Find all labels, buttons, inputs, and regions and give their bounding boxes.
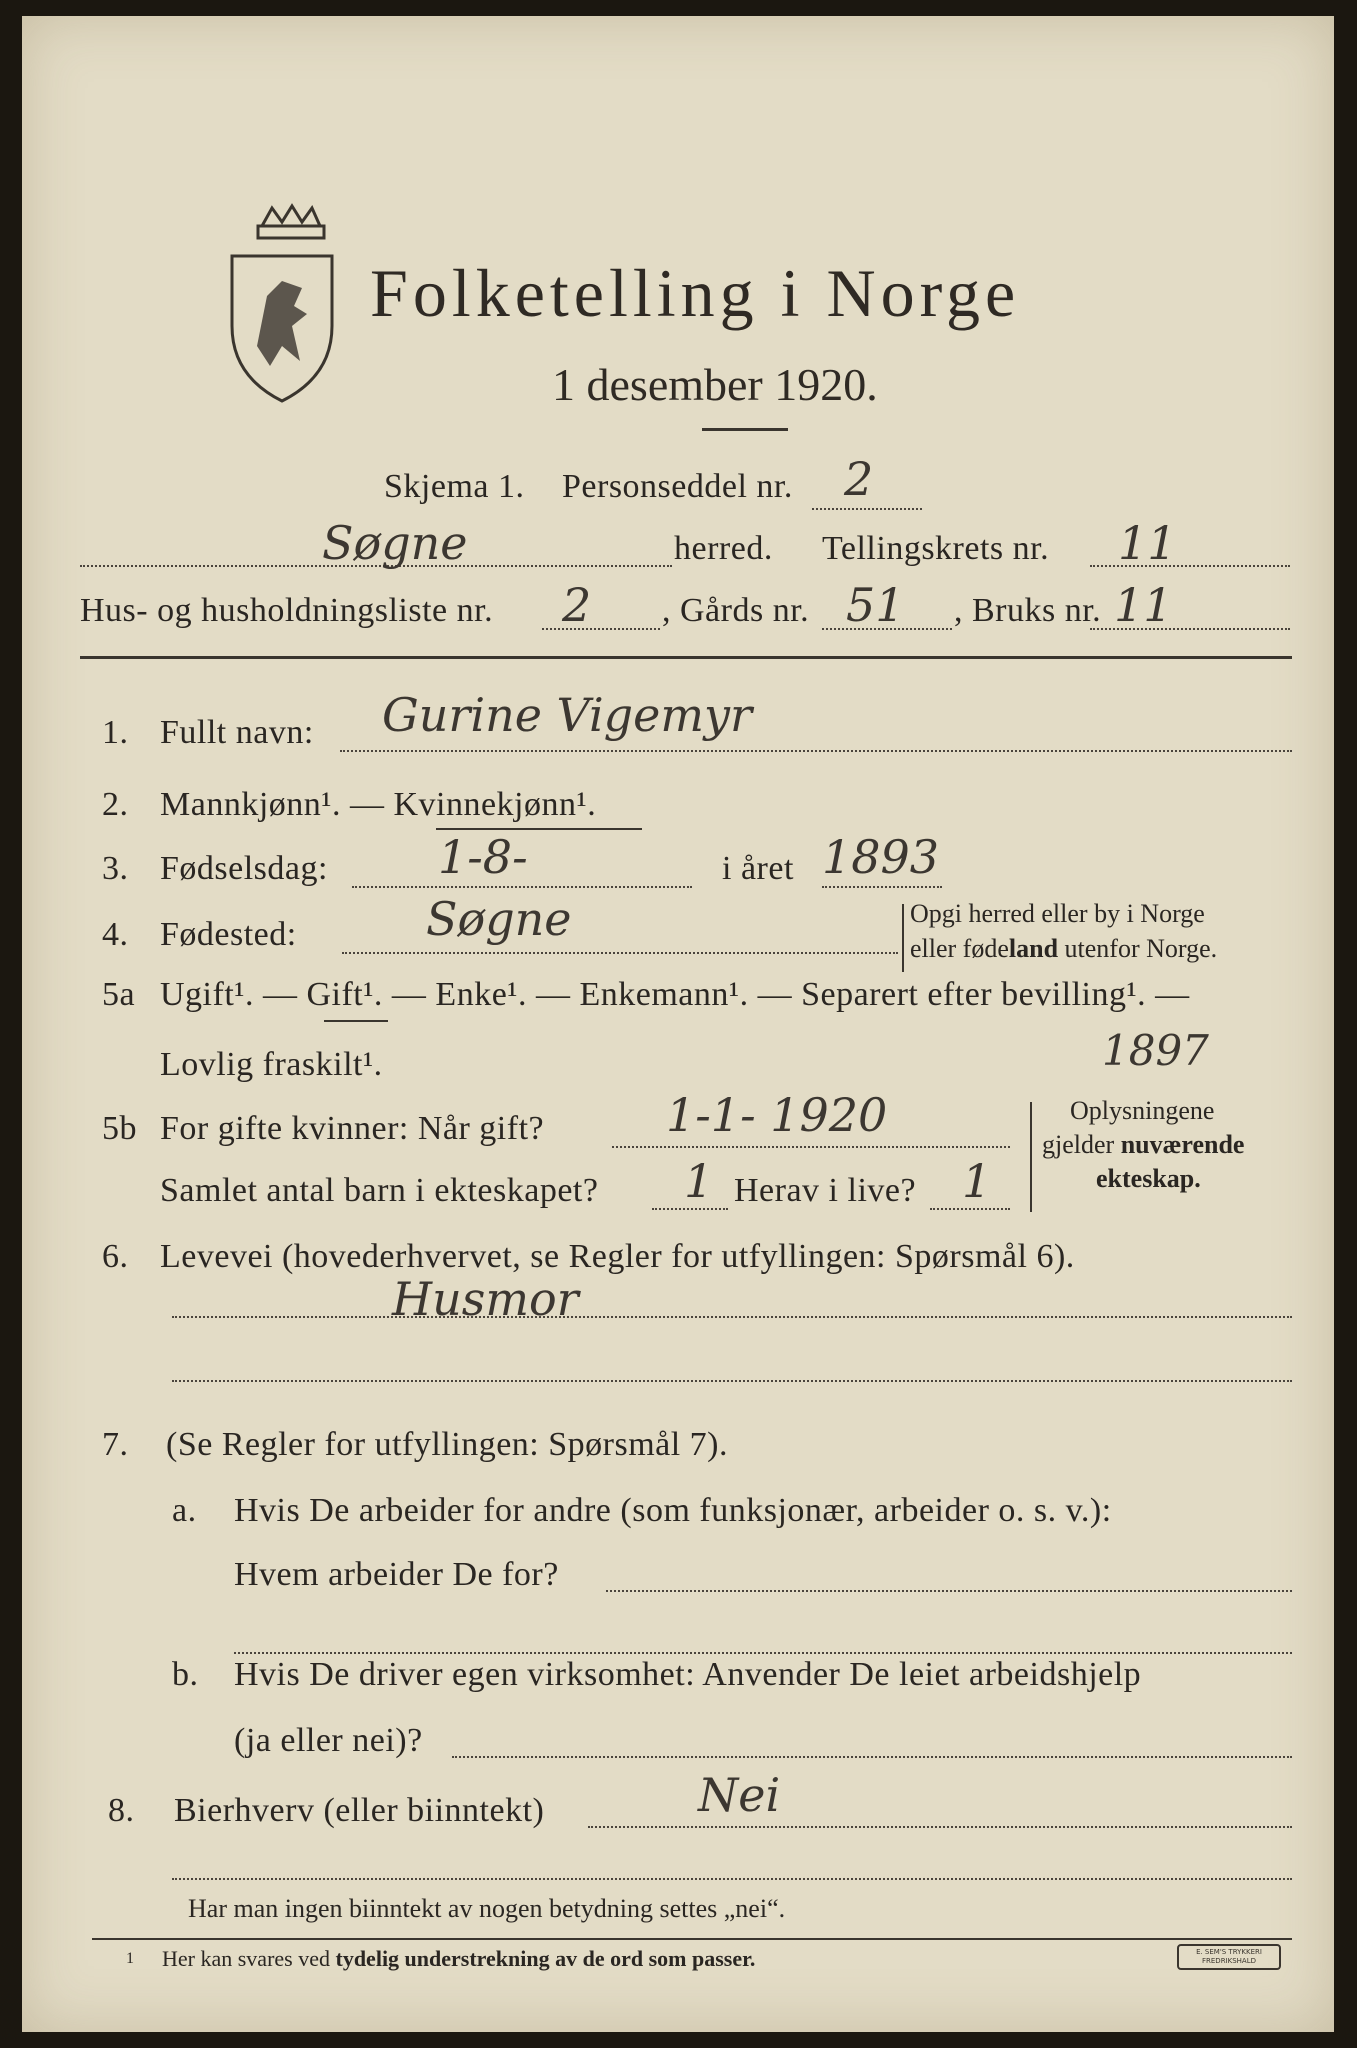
birthplace-value: Søgne [426, 892, 572, 946]
gender-options: Mannkjønn¹. — Kvinnekjønn¹. [160, 786, 597, 823]
q8-label: Bierhverv (eller biinntekt) [174, 1792, 545, 1829]
q5b-note-line1: Oplysningene [1070, 1096, 1215, 1125]
q7a-label: Hvis De arbeider for andre (som funksjonær, arbeider o. s. v.): [234, 1492, 1112, 1529]
side-income-value: Nei [698, 1768, 781, 1822]
tellingskrets-label: Tellingskrets nr. [822, 530, 1050, 567]
q1-label: Fullt navn: [160, 714, 314, 751]
bruks-label: , Bruks nr. [954, 592, 1102, 629]
q5a-number: 5a [102, 976, 136, 1013]
q7-number: 7. [102, 1426, 129, 1463]
q7b-label2: (ja eller nei)? [234, 1722, 423, 1759]
gards-label: , Gårds nr. [662, 592, 810, 629]
q5b-note-line3: ekteskap. [1096, 1164, 1201, 1193]
tellingskrets-value: 11 [1118, 516, 1177, 570]
occupation-value: Husmor [392, 1272, 579, 1326]
birth-year-value: 1893 [822, 830, 940, 884]
marriage-date-value: 1-1- 1920 [666, 1088, 888, 1142]
coat-of-arms-icon [222, 196, 342, 406]
q7b-letter: b. [172, 1656, 199, 1693]
q5b-label-children: Samlet antal barn i ekteskapet? [160, 1172, 599, 1209]
marriage-year-note: 1897 [1102, 1026, 1209, 1075]
form-title: Folketelling i Norge [370, 255, 1021, 331]
gards-value: 51 [846, 578, 905, 632]
husliste-label: Hus- og husholdningsliste nr. [80, 592, 494, 629]
q3-label: Fødselsdag: [160, 850, 328, 887]
personseddel-value: 2 [844, 452, 874, 506]
q5b-note-line2: gjelder nuværende [1042, 1130, 1245, 1159]
q6-label: Levevei (hovederhvervet, se Regler for utfyllingen: Spørsmål 6). [160, 1238, 1075, 1275]
q7a-letter: a. [172, 1492, 197, 1529]
census-date: 1 desember 1920. [552, 359, 878, 410]
footnote-text: Her kan svares ved tydelig understrekning av de ord som passer. [162, 1946, 756, 1971]
skjema-label: Skjema 1. [384, 468, 525, 505]
footer-divider [92, 1938, 1292, 1940]
q7b-label: Hvis De driver egen virksomhet: Anvender De leiet arbeidshjelp [234, 1656, 1142, 1693]
q4-note-line1: Opgi herred eller by i Norge [910, 899, 1205, 928]
q7-label: (Se Regler for utfyllingen: Spørsmål 7). [166, 1426, 729, 1463]
q1-number: 1. [102, 714, 129, 751]
herred-label: herred. [674, 530, 773, 567]
q3-number: 3. [102, 850, 129, 887]
side-income-note: Har man ingen biinntekt av nogen betydning settes „nei“. [188, 1894, 786, 1923]
title-divider [702, 428, 788, 431]
marital-options-cont: Lovlig fraskilt¹. [160, 1046, 383, 1083]
full-name-value: Gurine Vigemyr [382, 688, 752, 742]
q2-number: 2. [102, 786, 129, 823]
bruks-value: 11 [1114, 578, 1173, 632]
q7a-label2: Hvem arbeider De for? [234, 1556, 559, 1593]
personseddel-label: Personseddel nr. [562, 468, 793, 505]
q6-number: 6. [102, 1238, 129, 1275]
married-underline [324, 1020, 388, 1022]
q4-note-line2: eller fødeland utenfor Norge. [910, 934, 1218, 963]
herred-value: Søgne [322, 516, 468, 570]
q5b-number: 5b [102, 1110, 137, 1147]
children-total-value: 1 [684, 1154, 714, 1208]
husliste-value: 2 [562, 578, 592, 632]
printer-stamp: E. SEM'S TRYKKERI FREDRIKSHALD [1177, 1944, 1281, 1970]
footnote-number: 1 [126, 1950, 134, 1967]
q3-year-label: i året [722, 850, 794, 887]
children-alive-value: 1 [962, 1154, 992, 1208]
q5b-label-alive: Herav i live? [734, 1172, 917, 1209]
header-divider [80, 656, 1292, 659]
q4-label: Fødested: [160, 916, 297, 953]
birthdate-value: 1-8- [438, 830, 528, 884]
q4-number: 4. [102, 916, 129, 953]
q8-number: 8. [108, 1792, 135, 1829]
census-form [22, 16, 1334, 2032]
q5b-label-married: For gifte kvinner: Når gift? [160, 1110, 545, 1147]
marital-options: Ugift¹. — Gift¹. — Enke¹. — Enkemann¹. — Separert efter bevilling¹. — [160, 976, 1190, 1013]
